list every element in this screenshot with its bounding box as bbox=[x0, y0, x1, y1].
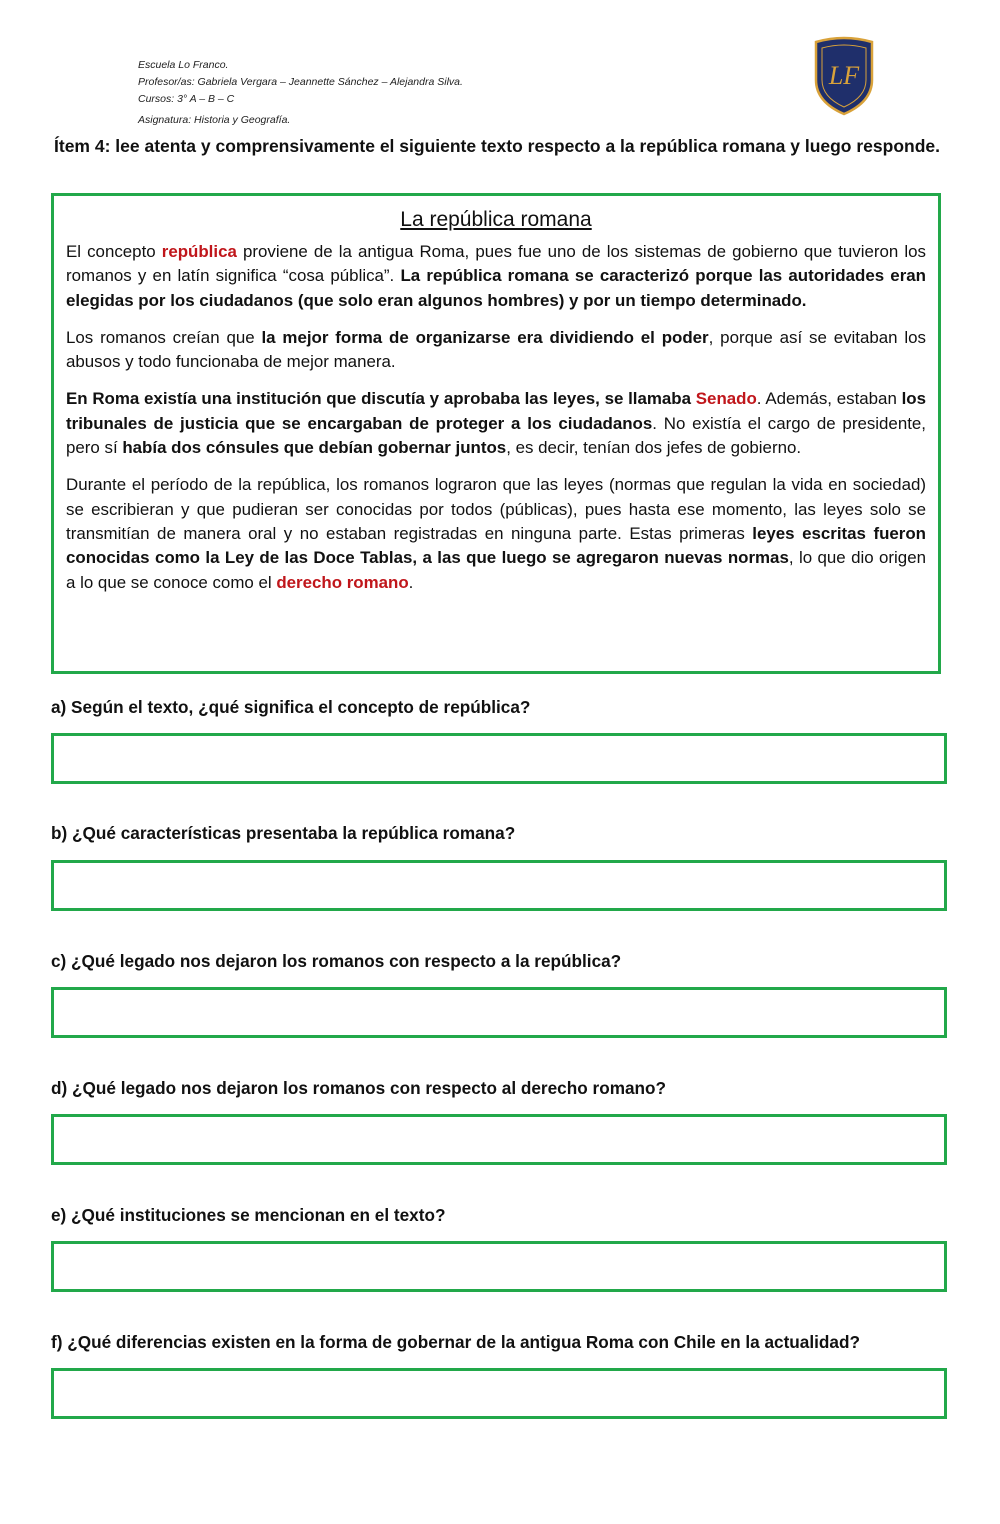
text-segment: . bbox=[408, 572, 414, 592]
question-d-label: d) ¿Qué legado nos dejaron los romanos con respecto al derecho romano? bbox=[51, 1078, 667, 1098]
text-segment: Los romanos creían que bbox=[66, 327, 262, 347]
text-segment: , es decir, tenían dos jefes de gobierno. bbox=[506, 438, 802, 458]
highlight-term: Senado bbox=[695, 389, 757, 409]
bold-text: había dos cónsules que debían gobernar juntos bbox=[122, 438, 507, 458]
text-segment: . No existía el cargo de presidente, pero sí bbox=[66, 413, 926, 458]
answer-box-b[interactable] bbox=[51, 860, 947, 911]
highlight-term: derecho romano bbox=[276, 572, 409, 592]
text-segment: , porque así se evitaban los abusos y todo funcionaba de mejor manera. bbox=[66, 327, 926, 372]
answer-box-d[interactable] bbox=[51, 1114, 947, 1165]
reading-paragraph-3 bbox=[66, 387, 926, 460]
reading-paragraph-2 bbox=[66, 326, 926, 375]
school-logo-icon bbox=[812, 36, 876, 116]
question-e-label: e) ¿Qué instituciones se mencionan en el texto? bbox=[51, 1205, 446, 1225]
question-a-label: a) Según el texto, ¿qué significa el concepto de república? bbox=[51, 697, 531, 717]
teachers-line: Profesor/as: Gabriela Vergara – Jeannette Sánchez – Alejandra Silva. bbox=[138, 76, 463, 88]
school-name: Escuela Lo Franco. bbox=[138, 59, 229, 71]
bold-text: los tribunales de justicia que se encargaban de proteger a los ciudadanos bbox=[66, 389, 927, 433]
bold-text: En Roma existía una institución que discutía y aprobaba las leyes, se llamaba bbox=[66, 389, 696, 409]
reading-title: La república romana bbox=[400, 208, 592, 231]
document-header bbox=[138, 57, 463, 129]
svg-text:LF: LF bbox=[828, 61, 860, 90]
text-segment: El concepto bbox=[66, 242, 162, 261]
answer-box-c[interactable] bbox=[51, 987, 947, 1038]
text-segment: proviene de la antigua Roma, pues fue uno de los sistemas de gobierno que tuvieron los romanos y en latín significa “cosa pública”. bbox=[66, 242, 926, 286]
question-c-label: c) ¿Qué legado nos dejaron los romanos con respecto a la república? bbox=[51, 951, 622, 971]
answer-box-a[interactable] bbox=[51, 733, 947, 784]
highlight-term: república bbox=[161, 242, 237, 261]
answer-box-e[interactable] bbox=[51, 1241, 947, 1292]
item-instruction: Ítem 4: lee atenta y comprensivamente el siguiente texto respecto a la república romana y luego responde. bbox=[54, 136, 940, 156]
answer-box-f[interactable] bbox=[51, 1368, 947, 1419]
question-f-label: f) ¿Qué diferencias existen en la forma de gobernar de la antigua Roma con Chile en la actualidad? bbox=[51, 1332, 860, 1352]
bold-text: la mejor forma de organizarse era dividiendo el poder bbox=[261, 327, 709, 347]
reading-paragraph-1 bbox=[66, 240, 926, 313]
bold-text: leyes escritas fueron conocidas como la Ley de las Doce Tablas, a las que luego se agregaron nuevas normas bbox=[66, 523, 926, 568]
text-segment: Durante el período de la república, los romanos lograron que las leyes (normas que regulan la vida en sociedad) se escribieran y que pudieran ser conocidas por todos (públicas), pues hasta ese momento, las leyes solo se transmitían de manera oral y no estaban registradas en ninguna parte. Estas primeras bbox=[66, 475, 926, 543]
reading-box bbox=[51, 193, 941, 674]
subject-line: Asignatura: Historia y Geografía. bbox=[138, 114, 291, 126]
text-segment: . Además, estaban bbox=[756, 389, 902, 409]
reading-paragraph-4 bbox=[66, 473, 926, 594]
question-b-label: b) ¿Qué características presentaba la república romana? bbox=[51, 823, 516, 843]
courses-line: Cursos: 3° A – B – C bbox=[138, 93, 235, 105]
text-segment: , lo que dio origen a lo que se conoce como el bbox=[66, 548, 926, 592]
bold-text: La república romana se caracterizó porque las autoridades eran elegidas por los ciudadanos (que solo eran algunos hombres) y por un tiempo determinado. bbox=[66, 266, 926, 310]
